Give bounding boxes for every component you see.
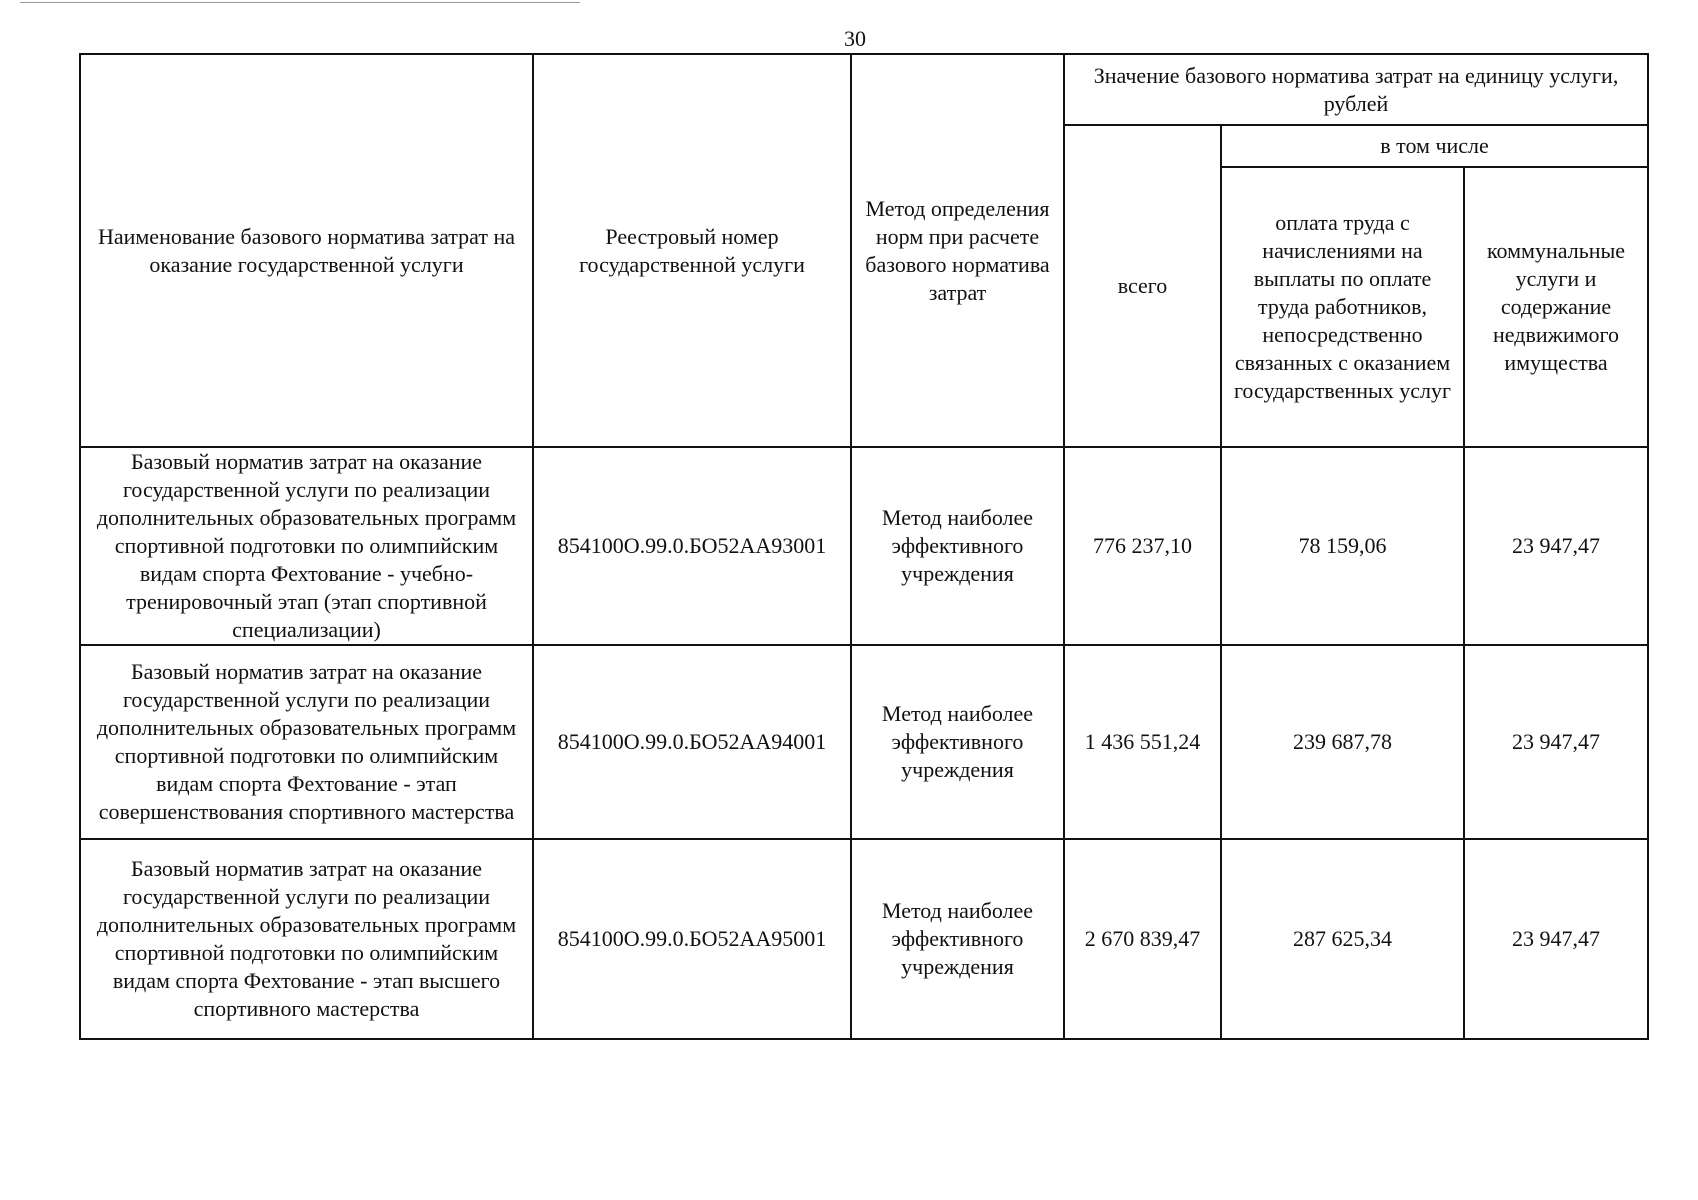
row-name-cell: Базовый норматив затрат на оказание государственной услуги по реализации дополнительных образовательных программ спортивной подготовки по олимпийским видам спорта Фехтование - учебно-тренировочный этап (этап спортивной специализации) bbox=[80, 447, 533, 645]
row-name-cell: Базовый норматив затрат на оказание государственной услуги по реализации дополнительных образовательных программ спортивной подготовки по олимпийским видам спорта Фехтование - этап высшего спортивного мастерства bbox=[80, 839, 533, 1039]
row-registry-cell: 854100О.99.0.БО52АА94001 bbox=[533, 645, 851, 839]
row-total-cell: 776 237,10 bbox=[1064, 447, 1221, 645]
header-utilities-cell: коммунальные услуги и содержание недвижимого имущества bbox=[1464, 167, 1648, 447]
header-row-1 bbox=[80, 54, 1648, 125]
table-row bbox=[80, 645, 1648, 839]
header-total-cell: всего bbox=[1064, 125, 1221, 447]
row-name-cell: Базовый норматив затрат на оказание государственной услуги по реализации дополнительных образовательных программ спортивной подготовки по олимпийским видам спорта Фехтование - этап совершенствования спортивного мастерства bbox=[80, 645, 533, 839]
table-row bbox=[80, 447, 1648, 645]
row-salary-cell: 287 625,34 bbox=[1221, 839, 1464, 1039]
row-method-cell: Метод наиболее эффективного учреждения bbox=[851, 645, 1064, 839]
row-method-cell: Метод наиболее эффективного учреждения bbox=[851, 447, 1064, 645]
row-total-cell: 1 436 551,24 bbox=[1064, 645, 1221, 839]
row-salary-cell: 78 159,06 bbox=[1221, 447, 1464, 645]
table-row bbox=[80, 839, 1648, 1039]
header-registry-cell: Реестровый номер государственной услуги bbox=[533, 54, 851, 447]
cost-norms-table bbox=[79, 53, 1649, 1040]
row-total-cell: 2 670 839,47 bbox=[1064, 839, 1221, 1039]
row-method-cell: Метод наиболее эффективного учреждения bbox=[851, 839, 1064, 1039]
header-including-cell: в том числе bbox=[1221, 125, 1648, 167]
header-salary-cell: оплата труда с начислениями на выплаты по оплате труда работников, непосредственно связанных с оказанием государственных услуг bbox=[1221, 167, 1464, 447]
row-registry-cell: 854100О.99.0.БО52АА95001 bbox=[533, 839, 851, 1039]
header-name-cell: Наименование базового норматива затрат на оказание государственной услуги bbox=[80, 54, 533, 447]
row-salary-cell: 239 687,78 bbox=[1221, 645, 1464, 839]
header-method-cell: Метод определения норм при расчете базового норматива затрат bbox=[851, 54, 1064, 447]
top-rule bbox=[20, 2, 580, 3]
row-utilities-cell: 23 947,47 bbox=[1464, 645, 1648, 839]
page-number: 30 bbox=[844, 26, 866, 51]
row-utilities-cell: 23 947,47 bbox=[1464, 447, 1648, 645]
row-utilities-cell: 23 947,47 bbox=[1464, 839, 1648, 1039]
header-value-group-cell: Значение базового норматива затрат на единицу услуги, рублей bbox=[1064, 54, 1648, 125]
row-registry-cell: 854100О.99.0.БО52АА93001 bbox=[533, 447, 851, 645]
